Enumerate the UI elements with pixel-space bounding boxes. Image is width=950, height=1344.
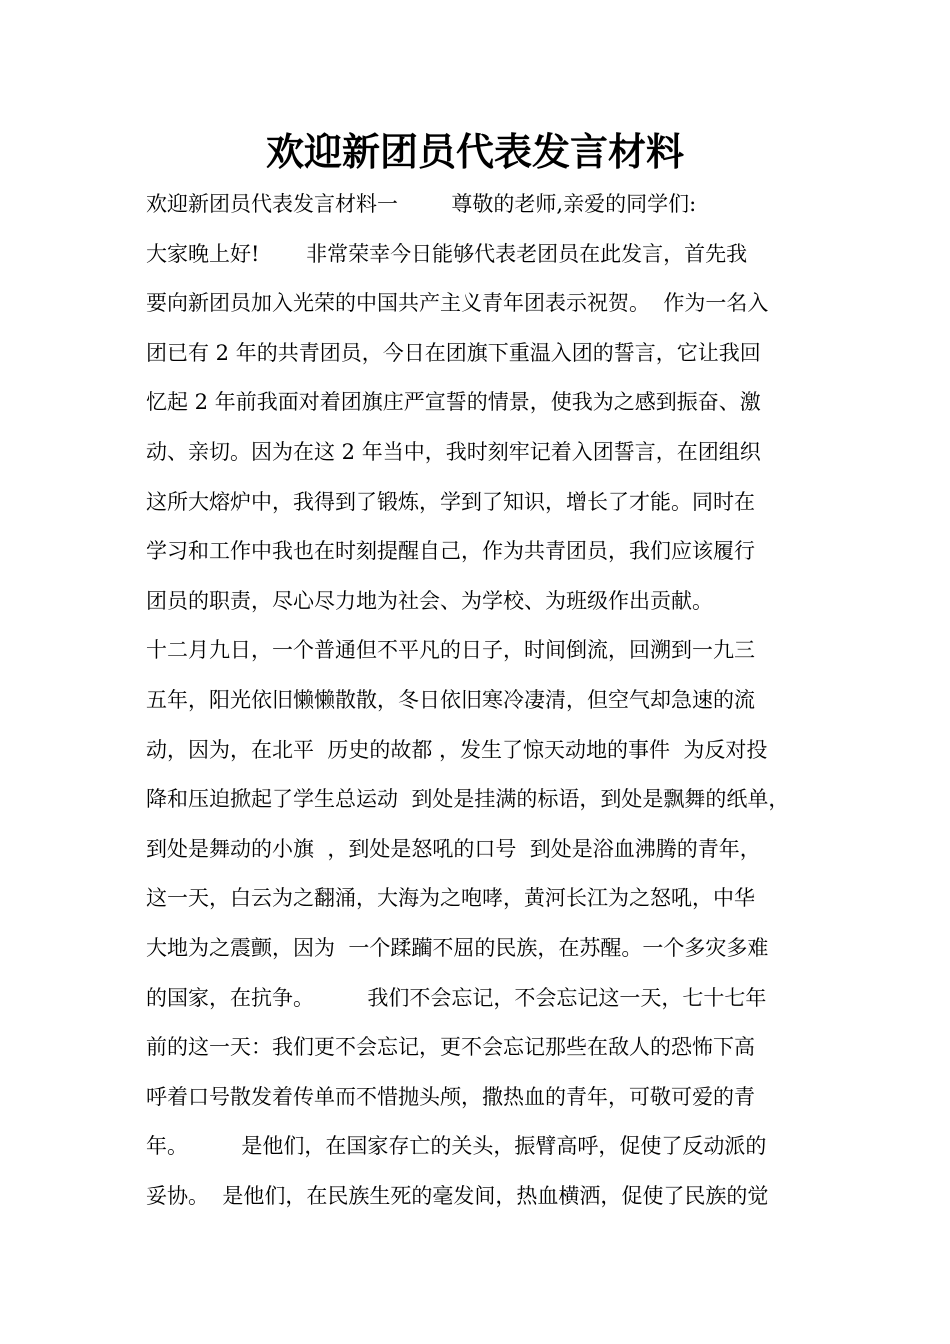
- body-line: 动、亲切。因为在这 2 年当中，我时刻牢记着入团誓言，在团组织: [146, 439, 761, 464]
- body-line: 欢迎新团员代表发言材料一 尊敬的老师,亲爱的同学们:: [146, 192, 697, 216]
- body-line: 大地为之震颤，因为 一个蹂躏不屈的民族，在苏醒。一个多灾多难: [146, 935, 769, 960]
- body-line: 年。 是他们，在国家存亡的关头，振臂高呼，促使了反动派的: [146, 1134, 767, 1159]
- body-line: 动，因为，在北平 历史的故都 ，发生了惊天动地的事件 为反对投: [146, 737, 768, 762]
- body-line: 学习和工作中我也在时刻提醒自己，作为共青团员，我们应该履行: [146, 539, 755, 564]
- body-line: 到处是舞动的小旗 ，到处是怒吼的口号 到处是浴血沸腾的青年，: [146, 836, 761, 861]
- body-line: 这所大熔炉中，我得到了锻炼，学到了知识，增长了才能。同时在: [146, 489, 755, 514]
- body-line: 妥协。 是他们，在民族生死的毫发间，热血横洒，促使了民族的觉: [146, 1183, 769, 1208]
- body-line: 这一天，白云为之翻涌，大海为之咆哮，黄河长江为之怒吼，中华: [146, 886, 755, 911]
- body-line: 大家晚上好! 非常荣幸今日能够代表老团员在此发言，首先我: [146, 241, 748, 266]
- body-line: 降和压迫掀起了学生总运动 到处是挂满的标语，到处是飘舞的纸单，: [146, 787, 790, 812]
- document-body: [146, 180, 826, 1221]
- body-line: 团已有 2 年的共青团员，今日在团旗下重温入团的誓言，它让我回: [146, 340, 761, 365]
- body-line: 忆起 2 年前我面对着团旗庄严宣誓的情景，使我为之感到振奋、激: [146, 390, 761, 415]
- body-line: 呼着口号散发着传单而不惜抛头颅，撒热血的青年，可敬可爱的青: [146, 1084, 755, 1109]
- body-line: 要向新团员加入光荣的中国共产主义青年团表示祝贺。 作为一名入: [146, 291, 769, 316]
- document-title: 欢迎新团员代表发言材料: [265, 130, 684, 174]
- body-line: 十二月九日，一个普通但不平凡的日子，时间倒流，回溯到一九三: [146, 638, 755, 663]
- body-line: 团员的职责，尽心尽力地为社会、为学校、为班级作出贡献。: [146, 588, 713, 613]
- body-line: 五年，阳光依旧懒懒散散，冬日依旧寒冷凄清，但空气却急速的流: [146, 687, 755, 712]
- body-line: 的国家，在抗争。 我们不会忘记，不会忘记这一天，七十七年: [146, 985, 767, 1010]
- body-line: 前的这一天：我们更不会忘记，更不会忘记那些在敌人的恐怖下高: [146, 1035, 755, 1060]
